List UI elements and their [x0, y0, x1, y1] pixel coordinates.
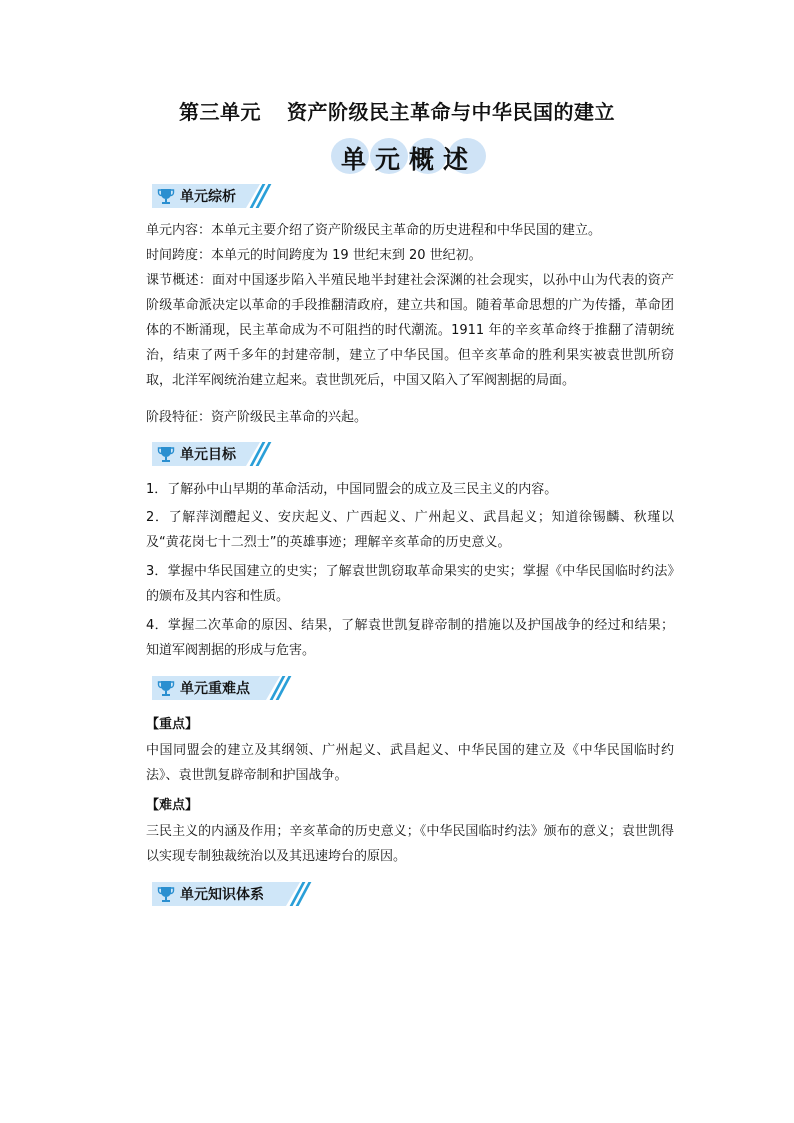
unit-title	[0, 96, 794, 125]
focus-text: 中国同盟会的建立及其纲领、广州起义、武昌起义、中华民国的建立及《中华民国临时约法》、袁世凯复辟帝制和护国战争。	[146, 743, 674, 783]
focus-heading: 【重点】	[146, 717, 199, 732]
unit-label: 第三单元	[179, 100, 261, 124]
overview-heading	[331, 136, 487, 176]
section-title: 单元重难点	[180, 681, 250, 697]
section-header-key-points	[152, 676, 294, 700]
trophy-icon	[156, 884, 176, 904]
trophy-icon	[156, 678, 176, 698]
difficulty-text: 三民主义的内涵及作用；辛亥革命的历史意义；《中华民国临时约法》颁布的意义；袁世凯得以实现专制独裁统治以及其迅速垮台的原因。	[146, 824, 674, 864]
goal-item: 2．了解萍浏醴起义、安庆起义、广西起义、广州起义、武昌起义；知道徐锡麟、秋瑾以及“黄花岗七十二烈士”的英雄事迹；理解辛亥革命的历史意义。	[146, 510, 674, 550]
section-title: 单元知识体系	[180, 887, 264, 903]
section-header-analysis	[152, 184, 272, 208]
trophy-icon	[156, 444, 176, 464]
section-header-knowledge	[152, 882, 314, 906]
overview-title: 单元概述	[340, 145, 477, 174]
goal-item: 3．掌握中华民国建立的史实；了解袁世凯窃取革命果实的史实；掌握《中华民国临时约法》的颁布及其内容和性质。	[146, 564, 674, 604]
lesson-summary: 课节概述：面对中国逐步陷入半殖民地半封建社会深渊的社会现实，以孙中山为代表的资产阶级革命派决定以革命的手段推翻清政府，建立共和国。随着革命思想的广为传播，革命团体的不断涌现，民主革命成为不可阻挡的时代潮流。1911 年的辛亥革命终于推翻了清朝统治，结束了两千多年的封建帝制，建立了中华民国。但辛亥革命的胜利果实被袁世凯所窃取，北洋军阀统治建立起来。袁世凯死后，中国又陷入了军阀割据的局面。	[146, 273, 674, 388]
difficulty-heading: 【难点】	[146, 798, 199, 813]
trophy-icon	[156, 186, 176, 206]
time-span: 时间跨度：本单元的时间跨度为 19 世纪末到 20 世纪初。	[146, 248, 482, 263]
goal-item: 1．了解孙中山早期的革命活动，中国同盟会的成立及三民主义的内容。	[146, 482, 558, 497]
unit-title-text: 资产阶级民主革命与中华民国的建立	[287, 100, 615, 124]
section-header-goals	[152, 442, 274, 466]
section-title: 单元综析	[180, 189, 236, 205]
unit-content: 单元内容：本单元主要介绍了资产阶级民主革命的历史进程和中华民国的建立。	[146, 223, 602, 238]
stage-feature: 阶段特征：资产阶级民主革命的兴起。	[146, 410, 368, 425]
goal-item: 4．掌握二次革命的原因、结果，了解袁世凯复辟帝制的措施以及护国战争的经过和结果；知道军阀割据的形成与危害。	[146, 618, 674, 658]
section-title: 单元目标	[180, 447, 236, 463]
